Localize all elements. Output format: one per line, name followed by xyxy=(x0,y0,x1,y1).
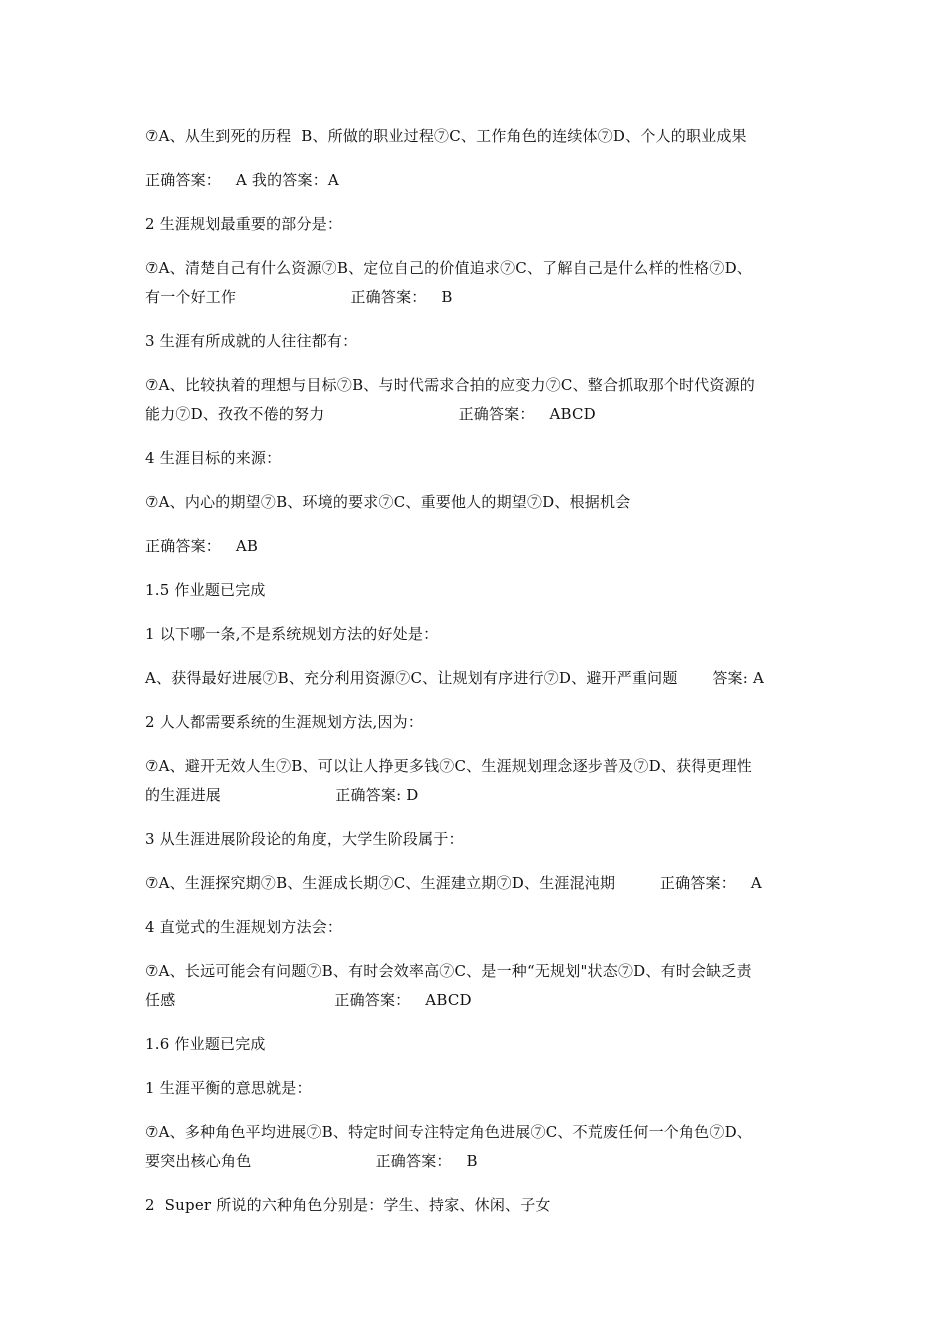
q3-question: 3 生涯有所成就的人往往都有： xyxy=(145,332,358,350)
s15-q2-options: ⑦A、避开无效人生⑦B、可以让人挣更多钱⑦C、生涯规划理念逐步普及⑦D、获得更理性 xyxy=(145,757,753,775)
q2-options-cont: 有一个好工作 正确答案： B xyxy=(145,288,453,306)
s15-q3-options: ⑦A、生涯探究期⑦B、生涯成长期⑦C、生涯建立期⑦D、生涯混沌期 正确答案： A xyxy=(145,874,762,892)
q3-options: ⑦A、比较执着的理想与目标⑦B、与时代需求合拍的应变力⑦C、整合抓取那个时代资源的 xyxy=(145,376,755,394)
q1-answer: 正确答案： A 我的答案：A xyxy=(145,171,339,189)
s15-q2-options-cont: 的生涯进展 正确答案: D xyxy=(145,786,419,804)
section-1-5-heading: 1.5 作业题已完成 xyxy=(145,581,266,599)
q1-options: ⑦A、从生到死的历程 B、所做的职业过程⑦C、工作角色的连续体⑦D、个人的职业成果 xyxy=(145,127,747,145)
q2-options: ⑦A、清楚自己有什么资源⑦B、定位自己的价值追求⑦C、了解自己是什么样的性格⑦D、 xyxy=(145,259,753,277)
q4-question: 4 生涯目标的来源： xyxy=(145,449,282,467)
s15-q4-options: ⑦A、长远可能会有问题⑦B、有时会效率高⑦C、是一种“无规划"状态⑦D、有时会缺乏责 xyxy=(145,962,752,980)
s16-q1-options-cont: 要突出核心角色 正确答案： B xyxy=(145,1152,478,1170)
s16-q1-options: ⑦A、多种角色平均进展⑦B、特定时间专注特定角色进展⑦C、不荒废任何一个角色⑦D、 xyxy=(145,1123,753,1141)
s15-q2-question: 2 人人都需要系统的生涯规划方法,因为： xyxy=(145,713,424,731)
s16-q2-question: 2 Super 所说的六种角色分别是：学生、持家、休闲、子女 xyxy=(145,1196,551,1214)
s15-q1-question: 1 以下哪一条,不是系统规划方法的好处是： xyxy=(145,625,439,643)
s15-q3-question: 3 从生涯进展阶段论的角度，大学生阶段属于： xyxy=(145,830,464,848)
section-1-6-heading: 1.6 作业题已完成 xyxy=(145,1035,266,1053)
s16-q1-question: 1 生涯平衡的意思就是： xyxy=(145,1079,312,1097)
document-page xyxy=(145,122,825,1220)
q4-answer: 正确答案： AB xyxy=(145,537,259,555)
q3-options-cont: 能力⑦D、孜孜不倦的努力 正确答案： ABCD xyxy=(145,405,596,423)
s15-q4-options-cont: 任感 正确答案： ABCD xyxy=(145,991,472,1009)
q4-options: ⑦A、内心的期望⑦B、环境的要求⑦C、重要他人的期望⑦D、根据机会 xyxy=(145,493,631,511)
s15-q4-question: 4 直觉式的生涯规划方法会： xyxy=(145,918,343,936)
s15-q1-options: A、获得最好进展⑦B、充分利用资源⑦C、让规划有序进行⑦D、避开严重问题 答案: A xyxy=(145,669,764,687)
q2-question: 2 生涯规划最重要的部分是： xyxy=(145,215,343,233)
